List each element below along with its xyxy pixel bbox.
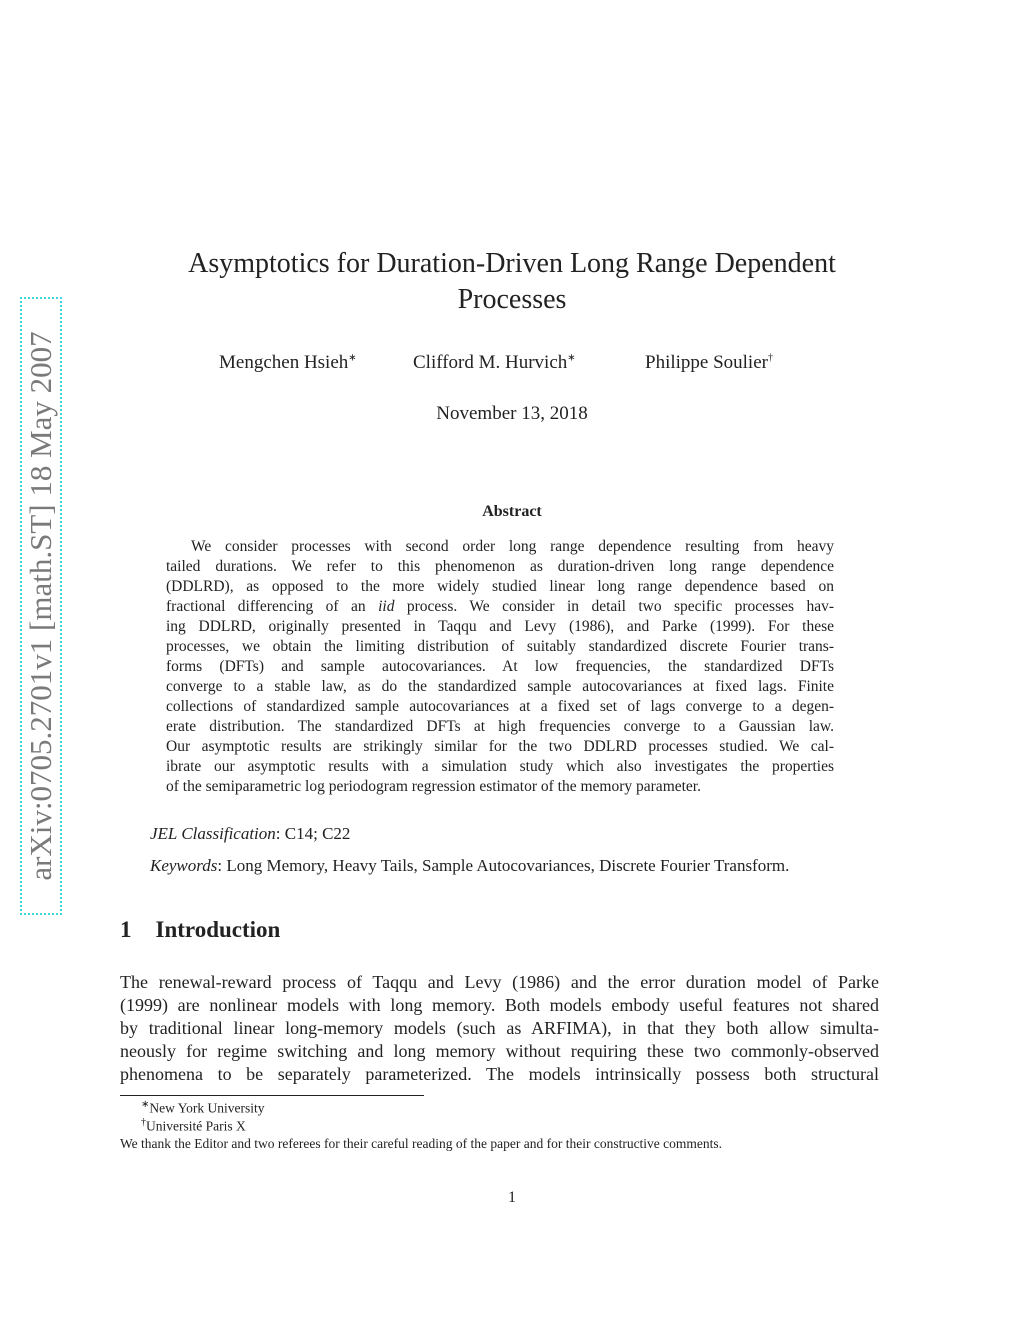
arxiv-id: arXiv:0705.2701v1 [math.ST] 18 May 2007 [23,331,58,881]
abstract-line [166,737,834,757]
author-3: Philippe Soulier† [645,352,773,373]
abstract-text: collections of standardized sample autocovariances at a fixed set of lags converge to a degen- [166,698,834,715]
abstract-line [166,537,834,557]
abstract-line [166,617,834,637]
abstract-text: process. We consider in detail two specific processes hav- [394,598,834,615]
section-heading: 1 Introduction [120,917,281,942]
intro-line: phenomena to be separately parameterized. The models intrinsically possess both structural [120,1064,879,1084]
abstract-heading: Abstract [482,503,542,520]
abstract-text: ing DDLRD, originally presented in Taqqu and Levy (1986), and Parke (1999). For these [166,618,834,635]
abstract-line [166,717,834,737]
acknowledgement: We thank the Editor and two referees for their careful reading of the paper and for their constructive comments. [120,1136,723,1151]
abstract-line [166,597,834,617]
footnote-rule [120,1095,424,1096]
abstract-text: of the semiparametric log periodogram regression estimator of the memory parameter. [166,778,701,795]
abstract-text: converge to a stable law, as do the standardized sample autocovariances at fixed lags. Finite [166,678,834,695]
title-line-1: Asymptotics for Duration-Driven Long Range Dependent [188,248,836,279]
author-1: Mengchen Hsieh∗ [219,352,357,373]
intro-line: by traditional linear long-memory models (such as ARFIMA), in that they both allow simulta- [120,1018,879,1038]
abstract-line [166,557,834,577]
arxiv-stamp [20,297,62,915]
intro-line: (1999) are nonlinear models with long memory. Both models embody useful features not shared [120,995,879,1015]
jel-classification: JEL Classification: C14; C22 [150,824,351,843]
keywords: Keywords: Long Memory, Heavy Tails, Sample Autocovariances, Discrete Fourier Transform. [150,856,790,875]
abstract-line [166,777,834,797]
abstract-text: forms (DFTs) and sample autocovariances. At low frequencies, the standardized DFTs [166,658,834,675]
abstract-text: (DDLRD), as opposed to the more widely studied linear long range dependence based on [166,578,834,595]
abstract-line [166,637,834,657]
intro-line: The renewal-reward process of Taqqu and Levy (1986) and the error duration model of Parke [120,972,879,992]
abstract-text: Our asymptotic results are strikingly similar for the two DDLRD processes studied. We cal- [166,738,834,755]
abstract-text: iid [378,598,395,615]
title-line-2: Processes [457,284,567,315]
abstract-line [166,697,834,717]
abstract-text: ibrate our asymptotic results with a simulation study which also investigates the properties [166,758,834,775]
date: November 13, 2018 [436,403,588,424]
footnote-2: †Université Paris X [141,1117,246,1134]
abstract-text: erate distribution. The standardized DFTs at high frequencies converge to a Gaussian law. [166,718,834,735]
abstract-line [166,657,834,677]
intro-line: neously for regime switching and long memory without requiring these two commonly-observed [120,1041,879,1061]
abstract-text: tailed durations. We refer to this phenomenon as duration-driven long range dependence [166,558,834,575]
page-number: 1 [508,1189,516,1206]
abstract-text: fractional differencing of an [166,598,379,615]
abstract-text: processes, we obtain the limiting distribution of suitably standardized discrete Fourier trans- [166,638,834,655]
footnote-1: ∗New York University [141,1099,265,1116]
author-2: Clifford M. Hurvich∗ [413,352,576,373]
abstract-line [166,757,834,777]
abstract-line [166,677,834,697]
abstract-text: We consider processes with second order long range dependence resulting from heavy [191,538,834,555]
abstract-line [166,577,834,597]
